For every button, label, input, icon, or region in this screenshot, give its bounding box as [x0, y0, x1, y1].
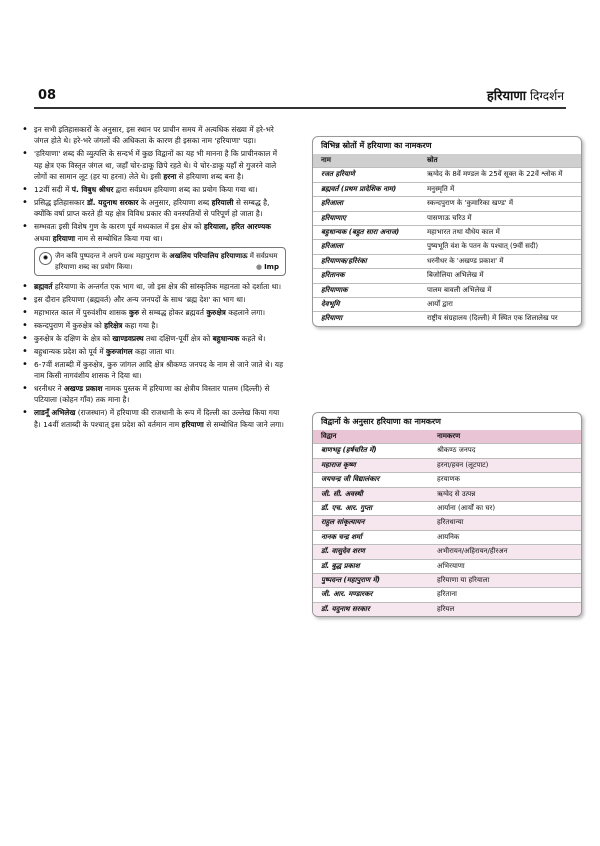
- header-title-rest: दिग्दर्शन: [529, 89, 564, 103]
- column-header: नामकरण: [429, 430, 581, 444]
- list-item: [22, 333, 286, 344]
- list-item-text: 'हरियाणा' शब्द की व्युत्पत्ति के सन्दर्भ में कुछ विद्वानों का यह भी मानना है कि प्राचीनकाल में यह क्षेत्र एक विस्तृत जंगल था, जहाँ चोर-डाकू छिपे रहते थे। ये चोर-डाकू यहाँ से गुजरने वाले लोगों का सामान लूट (हर या हरना) लेते थे। इसी: [34, 149, 278, 182]
- table-row: [313, 197, 581, 211]
- value-cell: अभीरायन/अहिरायन/हीरअन: [429, 545, 581, 559]
- table-row: [313, 269, 581, 283]
- table-row: [313, 312, 581, 326]
- value-cell: आर्याना (आर्यों का घर): [429, 502, 581, 516]
- value-cell: पालम बावली अभिलेख में: [419, 283, 581, 297]
- name-cell: पुष्पदन्त (महापुराण में): [313, 574, 429, 588]
- table-row: [313, 182, 581, 196]
- header-rule: [34, 107, 566, 109]
- bold-term: बहुधान्यक: [212, 333, 240, 343]
- name-cell: हरिआला: [313, 240, 419, 254]
- value-cell: हरना/हवन (लूटपाट): [429, 458, 581, 472]
- bold-term: हरियाणा: [181, 419, 204, 429]
- name-cell: जी. सी. अवस्थी: [313, 487, 429, 501]
- value-cell: मनुस्मृति में: [419, 182, 581, 196]
- name-cell: नानक चन्द्र शर्मा: [313, 530, 429, 544]
- list-item: [22, 407, 286, 430]
- table-row: [313, 211, 581, 225]
- list-item-text: से सम्बोधित किया जाने लगा।: [206, 419, 284, 429]
- bold-term: ब्रह्मवर्त: [34, 282, 53, 292]
- value-cell: हरितधान्या: [429, 516, 581, 530]
- name-cell: डॉ. यदुनाथ सरकार: [313, 602, 429, 616]
- list-item-text: स्कन्दपुराण में कुरुक्षेत्र को: [34, 320, 102, 330]
- value-cell: आर्यों द्वारा: [419, 298, 581, 312]
- list-item-text: तथा दक्षिण-पूर्वी क्षेत्र को: [145, 333, 211, 343]
- name-cell: डॉ. एच. आर. गुप्ता: [313, 502, 429, 516]
- list-item-text: इस दौरान हरियाणा (ब्रह्मवर्त) और अन्य जनपदों के साथ 'ब्रह्म देश' का भाग था।: [34, 294, 246, 304]
- list-item-text: कहा जाता था।: [135, 346, 175, 356]
- list-item-text: 12वीं सदी में: [34, 185, 70, 195]
- list-item-text: से हरियाणा शब्द बना है।: [178, 172, 244, 182]
- list-item-text: 6-7वीं शताब्दी में कुरुक्षेत्र, कुरु जांगल आदि क्षेत्र श्रीकण्ठ जनपद के नाम से जाने जाते थे। यह नाम किसी नागवंशीय शासक ने दिया था।: [34, 359, 284, 380]
- table-title: विभिन्न स्रोतों में हरियाणा का नामकरण: [321, 141, 432, 150]
- main-text-column: [22, 124, 286, 431]
- value-cell: हरयाणक: [429, 473, 581, 487]
- table-row: [313, 545, 581, 559]
- name-cell: हरितानक: [313, 269, 419, 283]
- value-cell: ऋग्वेद के 8वें मण्डल के 25वें सूक्त के 22वें श्लोक में: [419, 168, 581, 182]
- value-cell: आयनिक: [429, 530, 581, 544]
- table-row: [313, 559, 581, 573]
- list-item: [22, 148, 286, 182]
- list-item-text: नाम से सम्बोधित किया गया था।: [77, 233, 163, 243]
- name-cell: बहुधान्यक (बहुत सारा अनाज): [313, 226, 419, 240]
- header-title-bold: हरियाणा: [486, 89, 527, 104]
- value-cell: हरियाणा या हरियाला: [429, 574, 581, 588]
- note-text: में सर्वप्रथम हरियाणा शब्द का प्रयोग किया।: [55, 252, 278, 271]
- bold-term: हरियाणा: [52, 233, 76, 243]
- list-item-text: से सम्बद्ध है, क्योंकि वर्षा प्राप्त करते ही यह क्षेत्र विविध प्रकार की वनस्पतियों से परिपूर्ण हो जाता है।: [34, 197, 270, 219]
- list-item: [22, 221, 286, 244]
- scholars-naming-table: [312, 412, 582, 617]
- name-cell: डॉ. वासुदेव शरण: [313, 545, 429, 559]
- name-cell: बाणभट्ट (हर्षचरित में): [313, 444, 429, 458]
- table-row: [313, 473, 581, 487]
- table-row: [313, 168, 581, 182]
- list-item-text: कहा गया है।: [124, 320, 159, 330]
- value-cell: बिजोलिया अभिलेख में: [419, 269, 581, 283]
- value-cell: स्कन्दपुराण के 'कुमारिका खण्ड' में: [419, 197, 581, 211]
- bold-term: खाण्डवप्रस्थ: [112, 333, 144, 343]
- bold-term: लाडनूँ अभिलेख: [34, 408, 76, 418]
- name-cell: देवभूमि: [313, 298, 419, 312]
- list-item-text: सम्भवतः इसी विशेष गुण के कारण पूर्व मध्यकाल में इस क्षेत्र को: [34, 222, 202, 232]
- list-item-text: कहलाने लगा।: [228, 307, 266, 317]
- bold-term: अखलिय परिपालिय हरियाणाऊ: [169, 252, 248, 261]
- name-cell: महाराज कृष्ण: [313, 458, 429, 472]
- table-row: [313, 574, 581, 588]
- note-text: जैन कवि पुष्पदन्त ने अपने ग्रन्थ महापुराण के: [55, 252, 167, 261]
- lightbulb-icon: ✹: [39, 252, 52, 265]
- list-item: [22, 383, 286, 406]
- table-row: [313, 516, 581, 530]
- name-cell: हरियाणाए: [313, 211, 419, 225]
- bold-term: हरियाली: [211, 197, 234, 207]
- value-cell: पासणाऊ चरिउ में: [419, 211, 581, 225]
- name-cell: हरिआला: [313, 197, 419, 211]
- table-row: [313, 602, 581, 616]
- column-header: विद्वान: [313, 430, 429, 444]
- name-cell: जयचन्द्र जी विद्यालंकार: [313, 473, 429, 487]
- name-cell: हरियाणक/हरिरंका: [313, 254, 419, 268]
- bold-term: अखण्ड प्रकाश: [63, 383, 103, 393]
- table-header-row: [313, 154, 581, 168]
- list-item-text: से सम्बद्ध होकर ब्रह्मवर्त: [141, 307, 204, 317]
- table-row: [313, 283, 581, 297]
- list-item: [22, 124, 286, 147]
- list-item-text: प्रसिद्ध इतिहासकार: [34, 197, 85, 207]
- value-cell: महाभारत तथा यौधेय काल में: [419, 226, 581, 240]
- name-cell: ब्रह्मवर्त (प्रथम प्रादेशिक नाम): [313, 182, 419, 196]
- table-row: [313, 502, 581, 516]
- table-row: [313, 254, 581, 268]
- bold-term: हरिक्षेत्र: [104, 320, 123, 330]
- name-cell: हरियाणा: [313, 312, 419, 326]
- page-number: 08: [38, 88, 57, 103]
- bold-term: हरना: [163, 172, 177, 182]
- list-item: [22, 184, 286, 195]
- list-item-text: नामक पुस्तक में हरियाणा का क्षेत्रीय विस्तार पालम (दिल्ली) से पटियाला (कोहन गाँव) तक माना है।: [34, 383, 270, 405]
- column-header: स्रोत: [419, 154, 581, 168]
- table-row: [313, 298, 581, 312]
- bold-term: हरियाला, हरित आरण्यक: [203, 222, 271, 232]
- bold-term: कुरुजांगल: [105, 346, 133, 356]
- list-item-text: कहते थे।: [241, 333, 266, 343]
- bold-term: पं. विबुध श्रीधर: [71, 185, 114, 195]
- table: [313, 154, 581, 326]
- running-header: [487, 86, 564, 104]
- column-header: नाम: [313, 154, 419, 168]
- imp-badge: ● Imp: [256, 262, 279, 273]
- list-item-text: अथवा: [34, 233, 51, 243]
- table: [313, 430, 581, 616]
- table-header-row: [313, 430, 581, 444]
- list-item-text: धरनीधर ने: [34, 383, 62, 393]
- name-cell: हरियाणाक: [313, 283, 419, 297]
- list-item-text: इन सभी इतिहासकारों के अनुसार, इस स्थान पर प्राचीन समय में अत्यधिक संख्या में हरे-भरे जंगल होते थे। हरे-भरे जंगलों की अधिकता के कारण ही इसका नाम 'हरियाणा' पड़ा।: [34, 125, 274, 146]
- table-row: [313, 226, 581, 240]
- table-row: [313, 458, 581, 472]
- list-item-text: के अनुसार, हरियाणा शब्द: [140, 197, 210, 207]
- list-item: [22, 294, 286, 305]
- list-item: [22, 359, 286, 382]
- value-cell: धरनीधर के 'अखण्ड प्रकाश' में: [419, 254, 581, 268]
- table-row: [313, 444, 581, 458]
- list-item: [22, 307, 286, 318]
- value-cell: राष्ट्रीय संग्रहालय (दिल्ली) में स्थित एक शिलालेख पर: [419, 312, 581, 326]
- important-note: [34, 247, 286, 276]
- table-row: [313, 588, 581, 602]
- list-item: [22, 197, 286, 220]
- table-row: [313, 487, 581, 501]
- value-cell: श्रीकण्ठ जनपद: [429, 444, 581, 458]
- list-item-text: द्वारा सर्वप्रथम हरियाणा शब्द का प्रयोग किया गया था।: [115, 185, 258, 195]
- sources-naming-table: [312, 136, 582, 327]
- list-item-text: हरियाणा के अन्तर्गत एक भाग था, जो इस क्षेत्र की सांस्कृतिक महानता को दर्शाता था।: [54, 282, 282, 292]
- bold-term: कुरुक्षेत्र: [206, 307, 226, 317]
- list-item: [22, 281, 286, 292]
- list-item: [22, 320, 286, 331]
- name-cell: जी. आर. मण्डारकर: [313, 588, 429, 602]
- list-item: [22, 346, 286, 357]
- name-cell: रजत हरियाणे: [313, 168, 419, 182]
- name-cell: राहुल सांकृत्यायन: [313, 516, 429, 530]
- list-item-text: महाभारत काल में पुरुवंशीय शासक: [34, 307, 127, 317]
- bold-term: कुरु: [128, 307, 140, 317]
- table-row: [313, 530, 581, 544]
- value-cell: हरियल: [429, 602, 581, 616]
- table-row: [313, 240, 581, 254]
- value-cell: ऋग्वेद से उत्पन्न: [429, 487, 581, 501]
- name-cell: डॉ. बुद्ध प्रकाश: [313, 559, 429, 573]
- list-item-text: (राजस्थान) में हरियाणा की राजधानी के रूप में दिल्ली का उल्लेख किया गया है। 14वीं शताब्दी के पश्चात् इस प्रदेश को वर्तमान नाम: [34, 408, 280, 429]
- value-cell: अभिरयाणा: [429, 559, 581, 573]
- table-title: विद्वानों के अनुसार हरियाणा का नामकरण: [321, 417, 441, 426]
- value-cell: हरिताना: [429, 588, 581, 602]
- value-cell: पुष्यभूति वंश के पतन के पश्चात् (9वीं सदी): [419, 240, 581, 254]
- bold-term: डॉ. यदुनाथ सरकार: [86, 197, 139, 207]
- list-item-text: कुरुक्षेत्र के दक्षिण के क्षेत्र को: [34, 333, 111, 343]
- list-item-text: बहुधान्यक प्रदेश को पूर्व में: [34, 346, 104, 356]
